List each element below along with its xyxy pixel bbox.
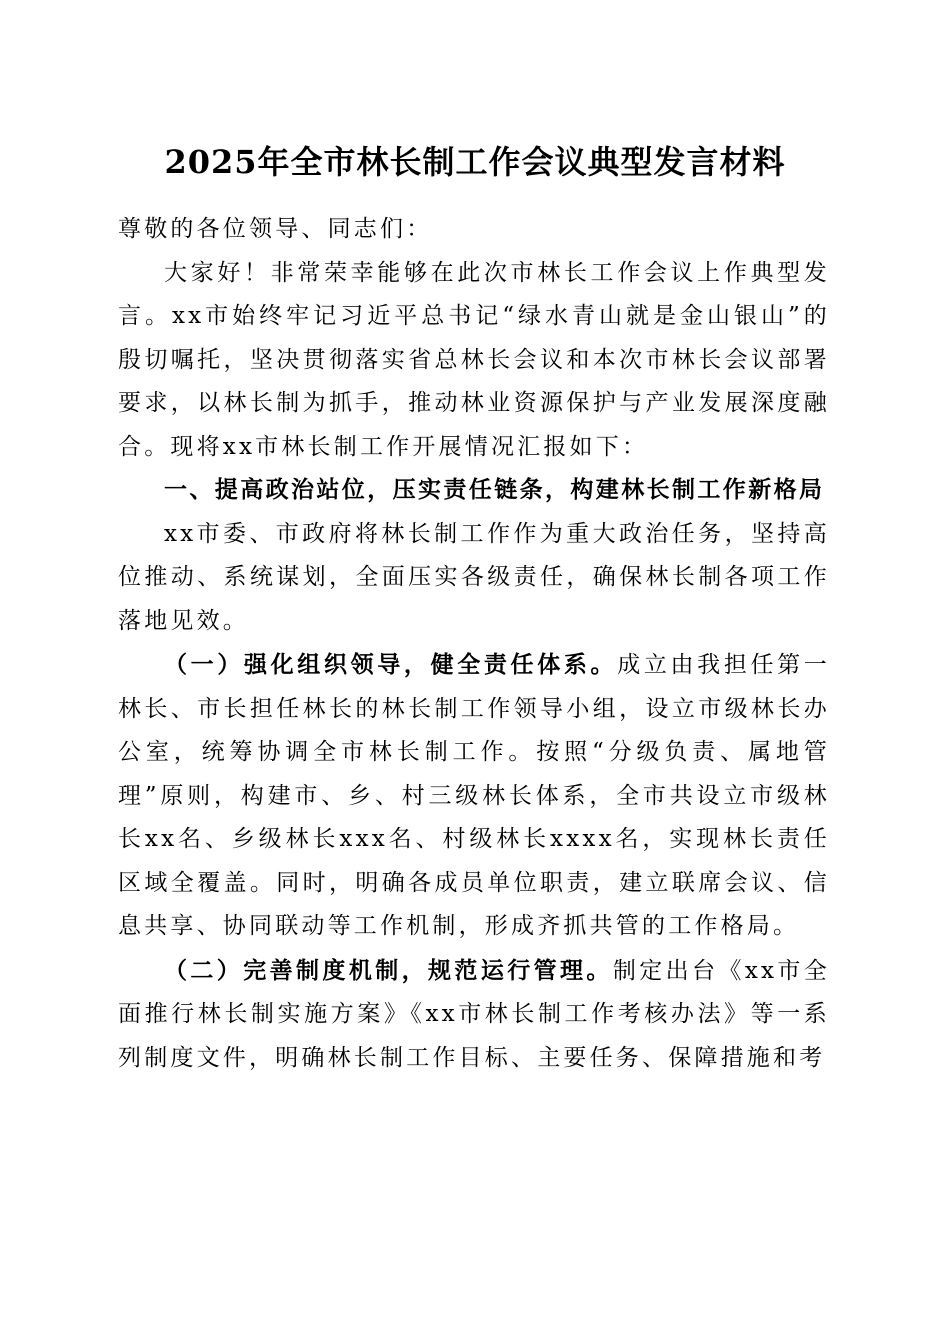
subsection-paragraph-2	[118, 949, 830, 1081]
subsection-lead-1: （一）强化组织领导，健全责任体系。	[164, 651, 618, 678]
document-title: 2025年全市林长制工作会议典型发言材料	[164, 143, 786, 181]
salutation: 尊敬的各位领导、同志们：	[118, 216, 433, 242]
section-heading: 一、提高政治站位，压实责任链条，构建林长制工作新格局	[164, 477, 825, 503]
subsection-lead-2: （二）完善制度机制，规范运行管理。	[164, 956, 613, 984]
subsection-text-1: 成立由我担任第一林长、市长担任林长的林长制工作领导小组，设立市级林长办公室，统筹协调全市林长制工作。按照“分级负责、属地管理”原则，构建市、乡、村三级林长体系，全市共设立市级林长xx名、乡级林长xxx名、村级林长xxxx名，实现林长责任区域全覆盖。同时，明确各成员单位职责，建立联席会议、信息共享、协同联动等工作机制，形成齐抓共管的工作格局。	[118, 652, 830, 939]
subsection-paragraph-1	[118, 643, 830, 949]
intro-paragraph: 大家好！非常荣幸能够在此次市林长工作会议上作典型发言。xx市始终牢记习近平总书记“绿水青山就是金山银山”的殷切嘱托，坚决贯彻落实省总林长会议和本次市林长会议部署要求，以林长制为抓手，推动林业资源保护与产业发展深度融合。现将xx市林长制工作开展情况汇报如下：	[118, 259, 830, 460]
section-summary-paragraph: xx市委、市政府将林长制工作作为重大政治任务，坚持高位推动、系统谋划，全面压实各级责任，确保林长制各项工作落地见效。	[118, 520, 830, 634]
subsection-text-2: 制定出台《xx市全面推行林长制实施方案》《xx市林长制工作考核办法》等一系列制度文件，明确林长制工作目标、主要任务、保障措施和考	[118, 957, 830, 1071]
document-body	[118, 208, 830, 1080]
